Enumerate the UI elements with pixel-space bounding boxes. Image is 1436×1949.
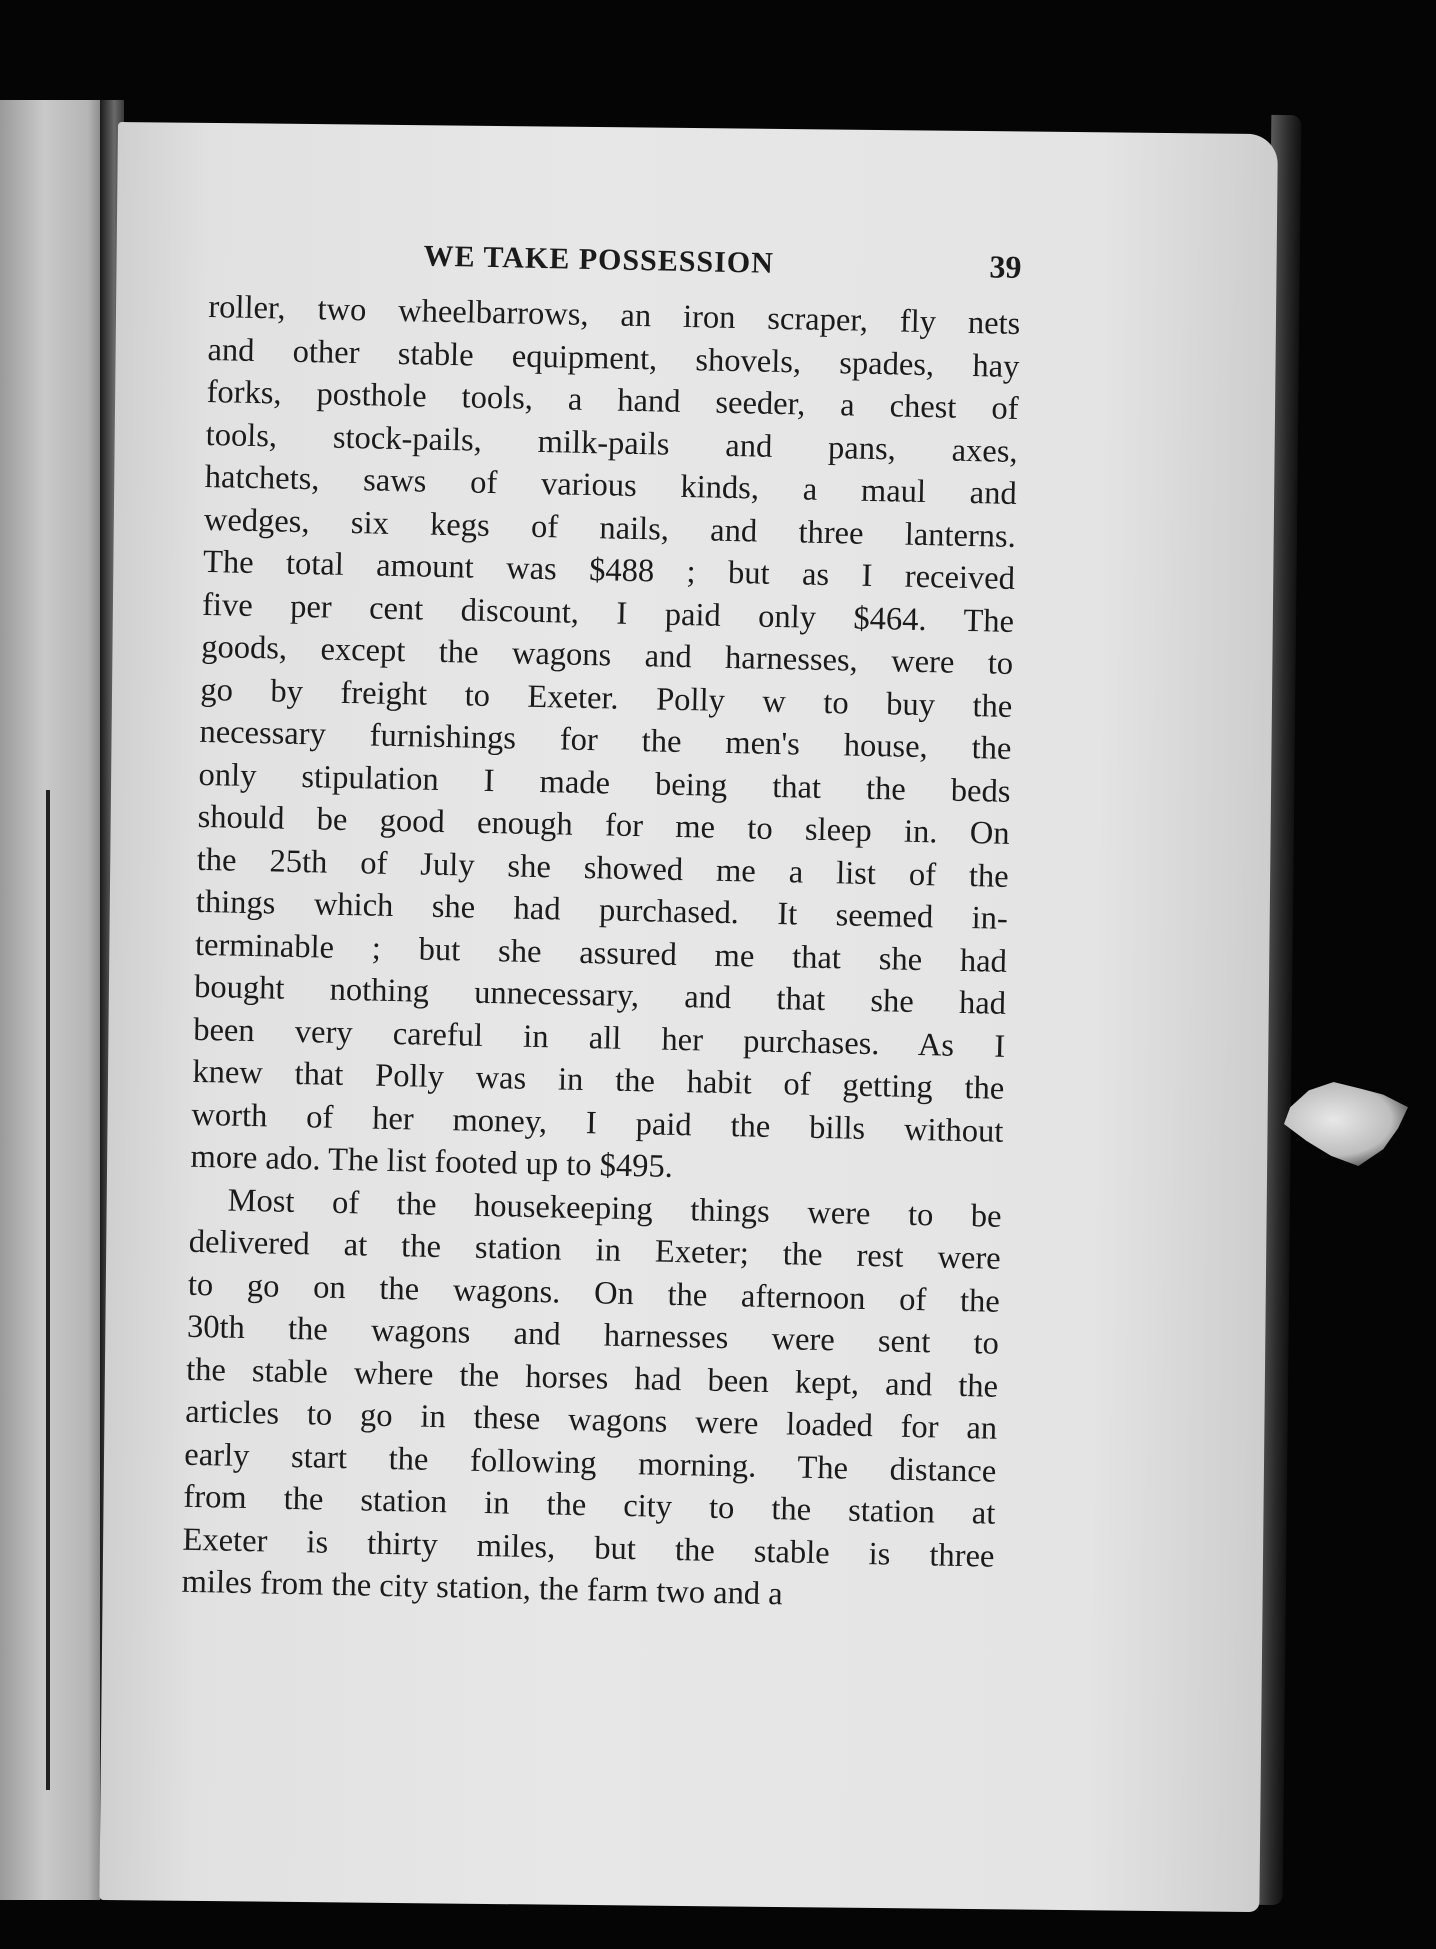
text-line: early start the following morning. The distance: [184, 1436, 997, 1490]
page-number: 39: [989, 248, 1022, 285]
text-line: more ado. The list footed up to $495.: [190, 1138, 674, 1185]
text-line: goods, except the wagons and harnesses, were to: [200, 628, 1014, 682]
running-head-title: WE TAKE POSSESSION: [423, 239, 775, 280]
text-line: The total amount was $488 ; but as I received: [202, 543, 1016, 597]
text-line: necessary furnishings for the men's house, the: [199, 713, 1012, 767]
text-line: only stipulation I made being that the beds: [198, 756, 1011, 810]
paragraph: [190, 286, 1021, 1195]
torn-paper-scrap: [1284, 1082, 1408, 1166]
text-line: hatchets, saws of various kinds, a maul and: [204, 458, 1018, 512]
text-line: five per cent discount, I paid only $464. The: [201, 586, 1015, 640]
text-line: the stable where the horses had been kept, and the: [185, 1351, 999, 1405]
text-line: 30th the wagons and harnesses were sent to: [186, 1308, 1000, 1362]
paragraph: [181, 1178, 1002, 1620]
text-line: knew that Polly was in the habit of getting the: [192, 1053, 1005, 1107]
text-line: the 25th of July she showed me a list of the: [196, 841, 1010, 895]
previous-page-edge: [0, 100, 110, 1900]
text-line: Most of the housekeeping things were to be: [227, 1182, 1002, 1235]
text-line: worth of her money, I paid the bills without: [191, 1096, 1004, 1150]
margin-mark: [46, 790, 50, 1790]
body-text: [181, 286, 1020, 1620]
text-line: articles to go in these wagons were loaded for an: [184, 1393, 998, 1447]
text-line: tools, stock-pails, milk-pails and pans, axes,: [205, 416, 1018, 470]
text-line: go by freight to Exeter. Polly w to buy the: [200, 671, 1013, 725]
text-line: terminable ; but she assured me that she had: [194, 926, 1008, 980]
text-line: and other stable equipment, shovels, spades, hay: [207, 331, 1020, 385]
text-line: things which she had purchased. It seemed in-: [195, 883, 1009, 937]
text-line: Exeter is thirty miles, but the stable is three: [182, 1521, 995, 1575]
text-line: miles from the city station, the farm two and a: [181, 1563, 784, 1613]
text-line: should be good enough for me to sleep in. On: [197, 798, 1010, 852]
text-line: wedges, six kegs of nails, and three lanterns.: [203, 501, 1017, 555]
text-line: bought nothing unnecessary, and that she had: [193, 968, 1007, 1022]
text-line: to go on the wagons. On the afternoon of the: [187, 1266, 1001, 1320]
text-line: from the station in the city to the station at: [183, 1478, 996, 1532]
text-line: delivered at the station in Exeter; the rest were: [188, 1223, 1002, 1277]
text-line: been very careful in all her purchases. As I: [192, 1011, 1006, 1065]
text-line: roller, two wheelbarrows, an iron scraper, fly nets: [208, 288, 1021, 342]
page-text: [181, 232, 1022, 1620]
text-line: forks, posthole tools, a hand seeder, a chest of: [206, 373, 1019, 427]
